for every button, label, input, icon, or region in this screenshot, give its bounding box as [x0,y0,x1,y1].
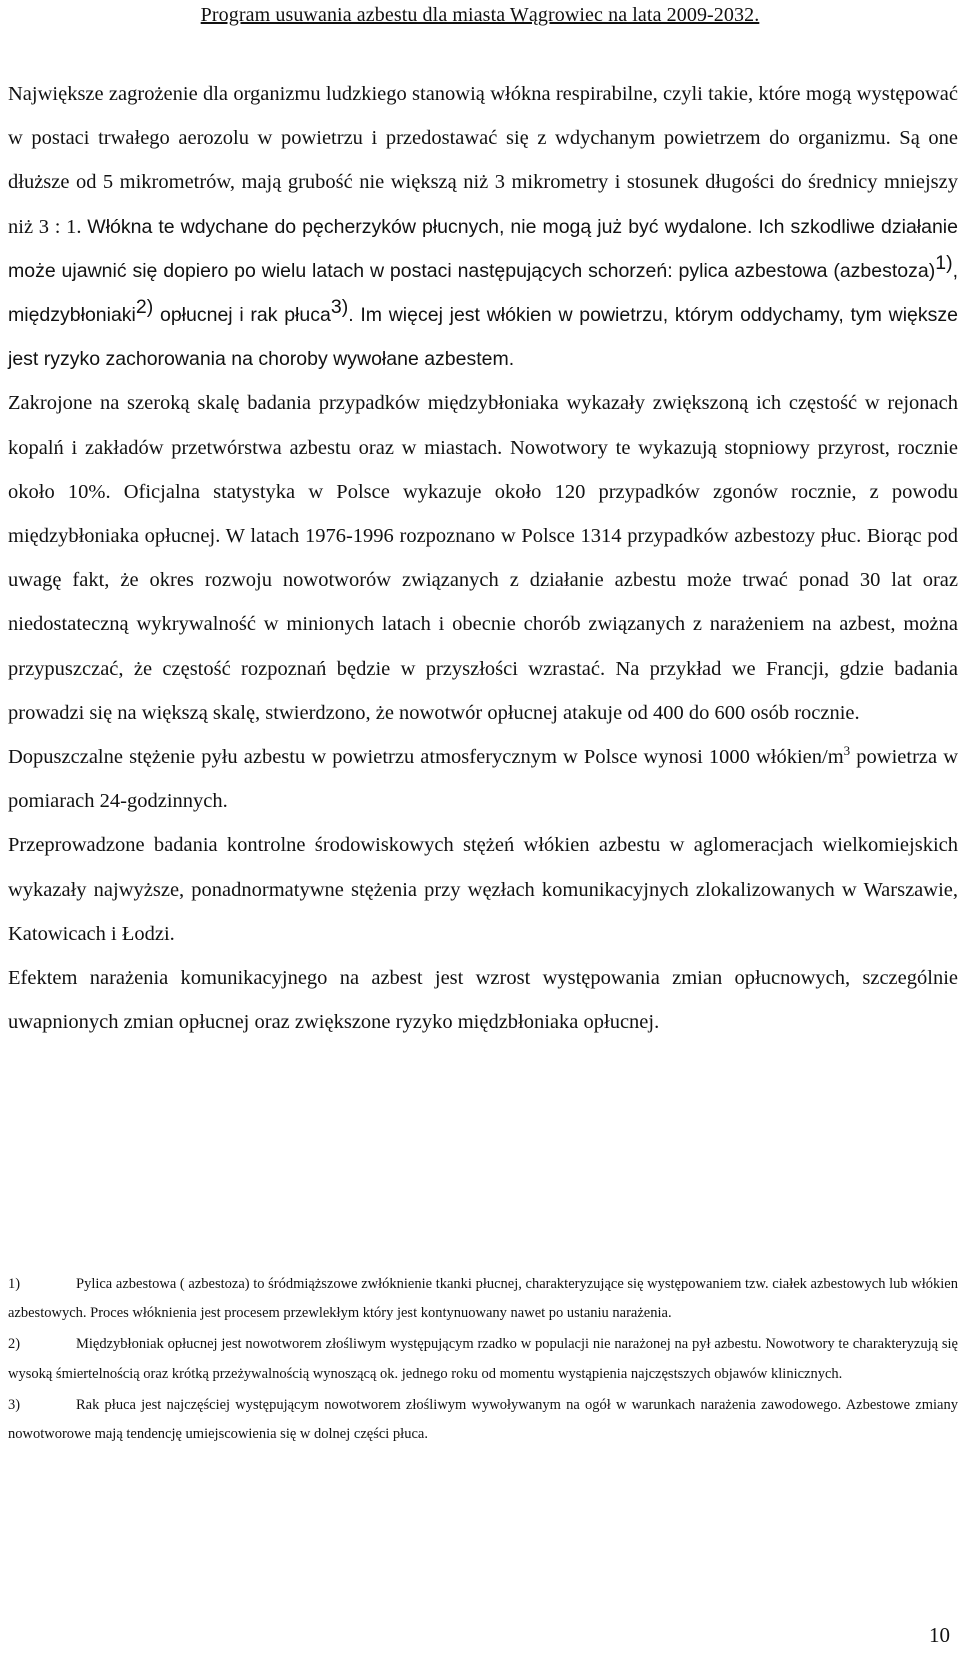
paragraph-permissible-concentration [8,735,958,823]
footnotes [8,1270,958,1451]
paragraph-control-studies: Przeprowadzone badania kontrolne środowiskowych stężeń włókien azbestu w aglomeracjach wielkomiejskich wykazały najwyższe, ponadnormatywne stężenia przy węzłach komunikacyjnych zlokalizowanych w Warszawie, Katowicach i Łodzi. [8,834,958,945]
footnote-ref-2: 2) [135,296,154,319]
cubic-superscript: 3 [843,743,851,759]
footnote-3 [8,1391,958,1449]
paragraph1-part-c: Ich szkodliwe działanie może ujawnić się dopiero po wielu latach w postaci następujących schorzeń: pylica azbestowa (azbestoza) [8,215,958,282]
paragraph1-part-d: , międzybłoniaki [8,259,958,327]
footnote-ref-1: 1) [935,251,953,274]
footnote-2 [8,1330,958,1388]
paragraph-traffic-exposure: Efektem narażenia komunikacyjnego na azbest jest wzrost występowania zmian opłucnowych, szczególnie uwapnionych zmian opłucnej oraz zwiększone ryzyko międzbłoniaka opłucnej. [8,967,958,1034]
footnote-1-number: 1) [8,1276,21,1292]
footnote-2-number: 2) [8,1336,21,1353]
paragraph1-part-f: . Im więcej jest włókien w powietrzu, którym oddychamy, tym większe jest ryzyko zachorowania na choroby wywołane azbestem. [8,304,958,371]
paragraph-mesothelioma-stats: Zakrojone na szeroką skalę badania przypadków międzybłoniaka wykazały zwiększoną ich częstość w rejonach kopalń i zakładów przetwórstwa azbestu oraz w miastach. Nowotwory te wykazują stopniowy przyrost, rocznie około 10%. Oficjalna statystyka w Polsce wykazuje około 120 przypadków zgonów rocznie, z powodu międzybłoniaka opłucnej. W latach 1976-1996 rozpoznano w Polsce 1314 przypadków azbestozy płuc. Biorąc pod uwagę fakt, że okres rozwoju nowotworów związanych z działanie azbestu może trwać ponad 30 lat oraz niedostateczną wykrywalność w minionych latach i obecnie chorób związanych z narażeniem na azbest, można przypuszczać, że częstość rozpoznań będzie w przyszłości wzrastać. Na przykład we Francji, gdzie badania prowadzi się na większą skalę, stwierdzono, że nowotwór opłucnej atakuje od 400 do 600 osób rocznie. [8,392,958,724]
page-number: 10 [929,1623,950,1647]
footnote-1-text: Pylica azbestowa ( azbestoza) to śródmiąższowe zwłóknienie tkanki płucnej, charakteryzujące się występowaniem tzw. ciałek azbestowych lub włókien azbestowych. Proces włóknienia jest procesem przewlekłym który jest kontynuowany nawet po ustaniu narażenia. [8,1276,958,1322]
paragraph3-part-b: powietrza w pomiarach 24-godzinnych. [8,746,959,813]
paragraph1-part-b: Włókna te wdychane do pęcherzyków płucnych, nie mogą już być wydalone. [87,215,759,238]
paragraph1-part-e: opłucnej i rak płuca [153,304,331,327]
footnote-3-number: 3) [8,1396,21,1413]
main-text [8,72,958,1044]
paragraph3-part-a: Dopuszczalne stężenie pyłu azbestu w powietrzu atmosferycznym w Polsce wynosi 1000 włókien/m [8,746,844,769]
paragraph-respirable-fibers [8,72,958,381]
paragraph1-part-a: Największe zagrożenie dla organizmu ludzkiego stanowią włókna respirabilne, czyli takie, które mogą występować w postaci trwałego aerozolu w powietrzu i przedostawać się z wdychanym powietrzem do organizmu. Są one dłuższe od 5 mikrometrów, mają grubość nie większą niż 3 mikrometry i stosunek długości do średnicy mniejszy niż 3 : 1. [8,83,958,238]
footnote-ref-3: 3) [330,296,349,319]
page-header-title: Program usuwania azbestu dla miasta Wągrowiec na lata 2009-2032. [200,4,760,26]
footnote-3-text: Rak płuca jest najczęściej występującym nowotworem złośliwym wywoływanym na ogół w warunkach narażenia zawodowego. Azbestowe zmiany nowotworowe mają tendencję umiejscowienia się w dolnej części płuca. [8,1396,958,1443]
footnote-1 [8,1270,958,1328]
footnote-2-text: Międzybłoniak opłucnej jest nowotworem złośliwym występującym rzadko w populacji nie narażonej na pył azbestu. Nowotwory te charakteryzują się wysoką śmiertelnością oraz krótką przeżywalnością wynoszącą ok. jednego roku od momentu wystąpienia najczęstszych objawów klinicznych. [8,1336,958,1382]
